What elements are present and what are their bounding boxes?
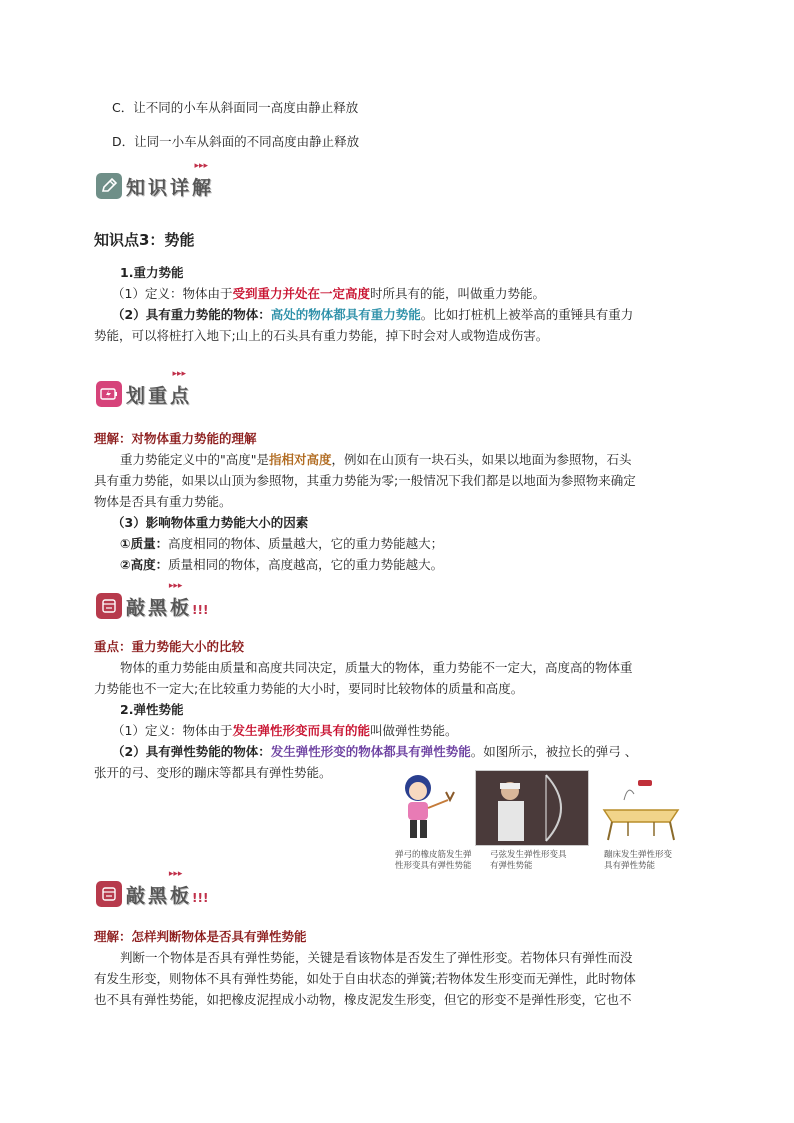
elastic-objects: （2）具有弹性势能的物体：发生弹性形变的物体都具有弹性势能。如图所示，被拉长的弹弓 、	[112, 744, 638, 759]
knowledge-banner-title: 知识详解	[126, 176, 215, 199]
understand1-title: 理解：对物体重力势能的理解	[94, 431, 257, 446]
understand2-p2: 有发生形变，则物体不具有弹性势能，如处于自由状态的弹簧;若物体发生形变而无弹性，此时物体	[94, 971, 636, 986]
knowledge-banner	[96, 160, 215, 202]
understand1-p2: 具有重力势能，如果以山顶为参照物，其重力势能为零;一般情况下我们都是以地面为参照物来确定	[94, 473, 636, 488]
slingshot-boy-image	[392, 770, 462, 844]
understand2-title: 理解：怎样判断物体是否具有弹性势能	[94, 929, 307, 944]
elastic-definition: （1）定义：物体由于发生弹性形变而具有的能叫做弹性势能。	[112, 723, 458, 738]
pencil-icon	[96, 173, 122, 199]
understand2-p3: 也不具有弹性势能，如把橡皮泥捏成小动物，橡皮泥发生形变，但它的形变不是弹性形变，它也不	[94, 992, 632, 1007]
factors-heading: （3）影响物体重力势能大小的因素	[112, 515, 309, 530]
board-icon	[96, 881, 122, 907]
key1-p2: 力势能也不一定大;在比较重力势能的大小时，要同时比较物体的质量和高度。	[94, 681, 524, 696]
exclamation-marks: !!!	[192, 890, 209, 905]
understand1-p3: 物体是否具有重力势能。	[94, 494, 232, 509]
blackboard-banner-title: 敲黑板	[126, 884, 193, 907]
understand2-p1: 判断一个物体是否具有弹性势能，关键是看该物体是否发生了弹性形变。若物体只有弹性而没	[120, 950, 633, 965]
arrows-icon: ▸▸▸	[172, 368, 187, 379]
blackboard-banner-2	[96, 868, 209, 910]
gravity-definition: （1）定义：物体由于受到重力并处在一定高度时所具有的能，叫做重力势能。	[112, 286, 545, 301]
gravity-heading: 1.重力势能	[120, 265, 184, 280]
highlight-banner-title: 划重点	[126, 384, 193, 407]
key1-p1: 物体的重力势能由质量和高度共同决定，质量大的物体，重力势能不一定大，高度高的物体重	[120, 660, 633, 675]
arrows-icon: ▸▸▸	[168, 868, 183, 879]
understand1-p1: 重力势能定义中的"高度"是指相对高度，例如在山顶有一块石头，如果以地面为参照物，石头	[120, 452, 632, 467]
exclamation-marks: !!!	[192, 602, 209, 617]
archer-image	[475, 770, 589, 846]
option-d: D．让同一小车从斜面的不同高度由静止释放	[112, 134, 360, 149]
arrows-icon: ▸▸▸	[168, 580, 183, 591]
trampoline-image	[594, 770, 688, 844]
caption-slingshot: 弹弓的橡皮筋发生弹 性形变具有弹性势能	[395, 850, 472, 871]
blackboard-banner-1	[96, 580, 209, 622]
gravity-objects-cont: 势能，可以将桩打入地下;山上的石头具有重力势能，掉下时会对人或物造成伤害。	[94, 328, 549, 343]
key1-title: 重点：重力势能大小的比较	[94, 639, 245, 654]
gravity-objects: （2）具有重力势能的物体：高处的物体都具有重力势能。比如打桩机上被举高的重锤具有重力	[112, 307, 634, 322]
elastic-objects-cont: 张开的弓、变形的蹦床等都具有弹性势能。	[94, 765, 332, 780]
caption-trampoline: 蹦床发生弹性形变 具有弹性势能	[604, 850, 673, 871]
board-icon	[96, 593, 122, 619]
caption-bow: 弓弦发生弹性形变具 有弹性势能	[490, 850, 567, 871]
factor-height: ②高度：质量相同的物体，高度越高，它的重力势能越大。	[120, 557, 444, 572]
option-c: C．让不同的小车从斜面同一高度由静止释放	[112, 100, 359, 115]
battery-bolt-icon	[96, 381, 122, 407]
factor-mass: ①质量：高度相同的物体、质量越大，它的重力势能越大；	[120, 536, 444, 551]
elastic-heading: 2.弹性势能	[120, 702, 184, 717]
section-title: 知识点3：势能	[94, 231, 195, 249]
arrows-icon: ▸▸▸	[194, 160, 209, 171]
blackboard-banner-title: 敲黑板	[126, 596, 193, 619]
highlight-banner	[96, 368, 193, 410]
